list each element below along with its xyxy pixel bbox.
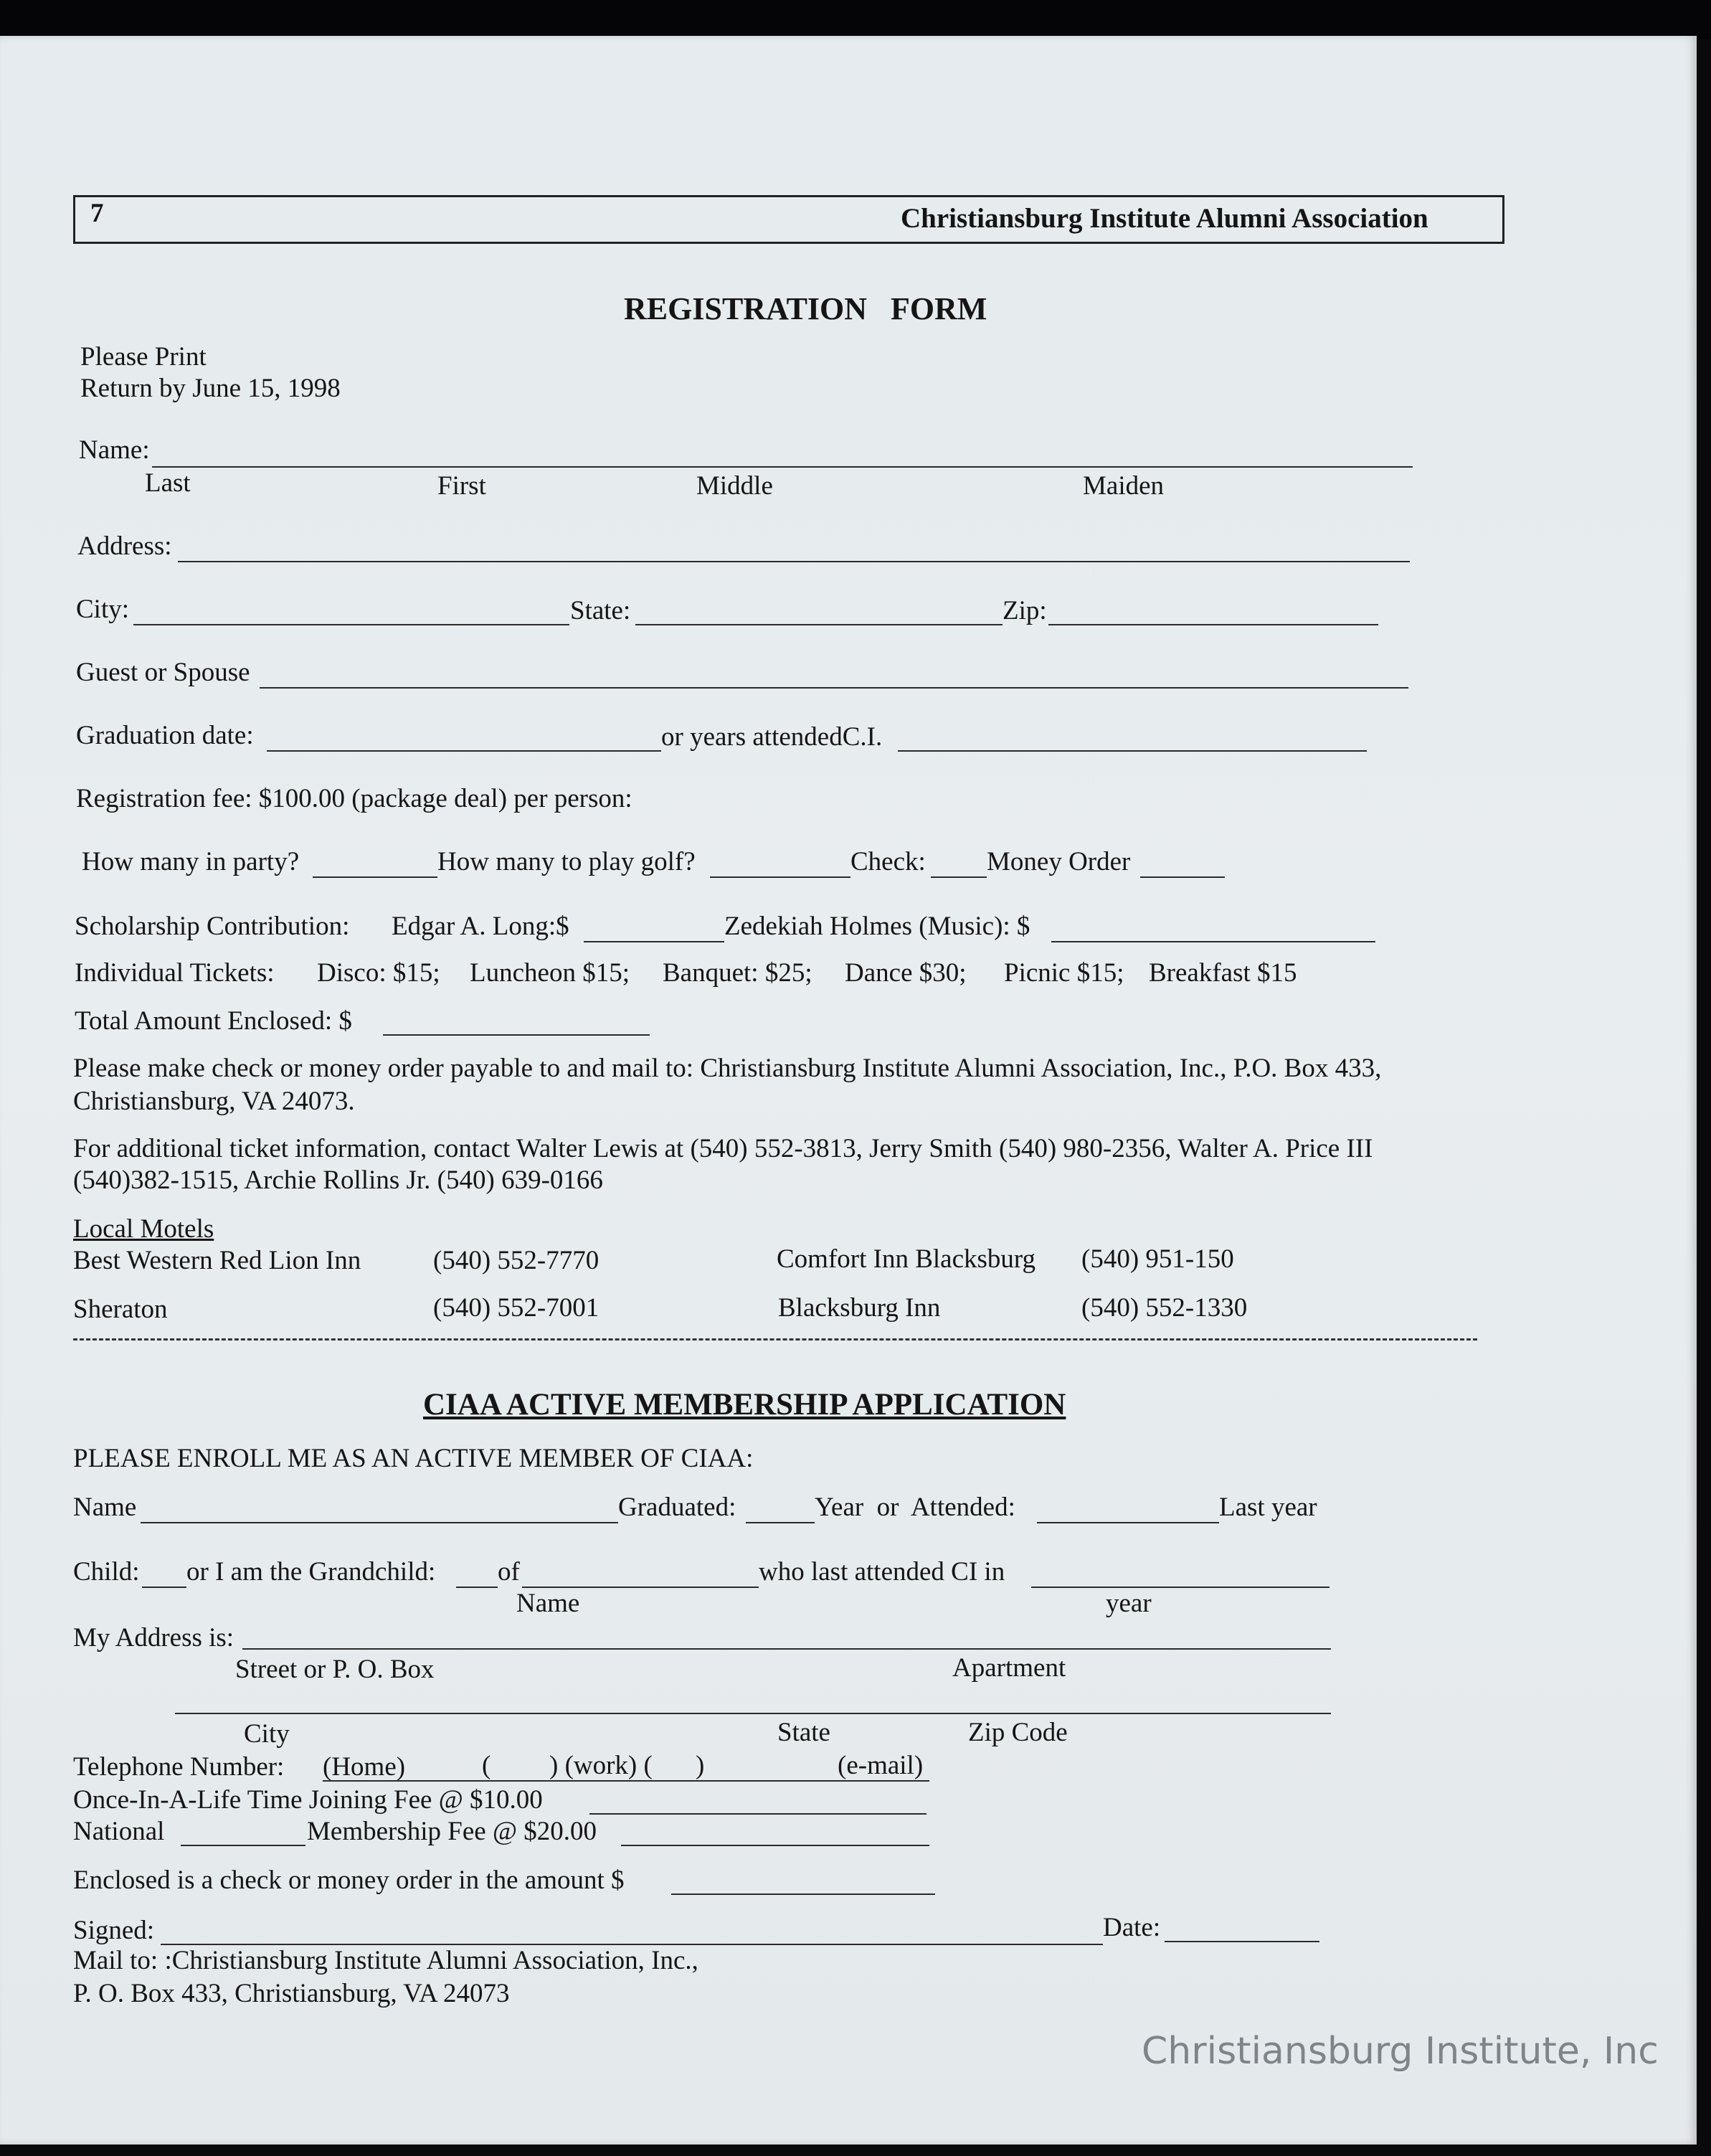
graduation-label: Graduation date: <box>76 721 254 750</box>
name-sublabel-last: Last <box>145 468 191 498</box>
member-name-field[interactable] <box>141 1522 618 1523</box>
return-by-note: Return by June 15, 1998 <box>80 374 341 403</box>
motel-phone-best-western: (540) 552-7770 <box>433 1246 599 1275</box>
who-last-attended-label: who last attended CI in <box>759 1557 1005 1587</box>
name-sublabel-first: First <box>437 471 486 501</box>
motel-phone-comfort-inn: (540) 951-150 <box>1081 1244 1234 1274</box>
motel-phone-sheraton: (540) 552-7001 <box>433 1293 599 1323</box>
sub-label-apartment: Apartment <box>952 1653 1066 1683</box>
year-or-attended-label: Year or Attended: <box>815 1493 1015 1522</box>
edgar-label: Edgar A. Long:$ <box>392 912 569 941</box>
registration-title: REGISTRATION FORM <box>624 291 987 326</box>
watermark: Christiansburg Institute, Inc <box>1142 2030 1659 2073</box>
sub-label-state: State <box>777 1718 830 1747</box>
address-label: Address: <box>77 531 172 561</box>
joining-fee-field[interactable] <box>589 1813 926 1815</box>
zedekiah-label: Zedekiah Holmes (Music): $ <box>724 912 1030 941</box>
enroll-text: PLEASE ENROLL ME AS AN ACTIVE MEMBER OF CIAA: <box>73 1444 754 1473</box>
party-field[interactable] <box>313 876 437 878</box>
zedekiah-field[interactable] <box>1051 941 1375 942</box>
telephone-label: Telephone Number: <box>73 1752 285 1782</box>
zip-label: Zip: <box>1003 596 1047 625</box>
name-label: Name: <box>79 435 150 465</box>
cut-line <box>73 1338 1477 1341</box>
fee-text: Registration fee: $100.00 (package deal) per person: <box>76 784 632 813</box>
contact-line-2: (540)382-1515, Archie Rollins Jr. (540) 639-0166 <box>73 1166 603 1195</box>
name-field[interactable] <box>152 466 1413 468</box>
motel-name-blacksburg-inn: Blacksburg Inn <box>778 1293 941 1323</box>
date-field[interactable] <box>1165 1941 1319 1942</box>
motel-name-sheraton: Sheraton <box>73 1295 168 1324</box>
zip-field[interactable] <box>1048 624 1378 625</box>
edgar-field[interactable] <box>584 941 724 942</box>
motels-heading: Local Motels <box>73 1214 214 1244</box>
enclosed-amount-field[interactable] <box>671 1893 935 1895</box>
graduation-field[interactable] <box>267 750 661 752</box>
member-name-label: Name <box>73 1493 137 1522</box>
ticket-disco: Disco: $15; <box>317 958 440 988</box>
scan-top-border <box>0 0 1711 39</box>
of-label: of <box>498 1557 520 1587</box>
please-print-note: Please Print <box>80 342 207 372</box>
sub-label-city: City <box>244 1719 290 1749</box>
payable-line-2: Christiansburg, VA 24073. <box>73 1087 355 1116</box>
party-label: How many in party? <box>82 847 300 876</box>
street-address-field[interactable] <box>242 1648 1331 1650</box>
membership-fee-field[interactable] <box>621 1845 929 1846</box>
child-label: Child: <box>73 1557 140 1587</box>
last-attended-year-field[interactable] <box>1031 1587 1330 1588</box>
my-address-label: My Address is: <box>73 1623 234 1653</box>
telephone-paren-close: ) <box>696 1751 705 1780</box>
telephone-home-label: (Home) <box>323 1752 406 1782</box>
ticket-dance: Dance $30; <box>845 958 967 988</box>
total-label: Total Amount Enclosed: $ <box>75 1006 352 1036</box>
guest-field[interactable] <box>260 687 1408 689</box>
signed-label: Signed: <box>73 1916 155 1945</box>
sub-label-street: Street or P. O. Box <box>235 1655 435 1684</box>
motel-phone-blacksburg-inn: (540) 552-1330 <box>1081 1293 1248 1323</box>
telephone-field[interactable] <box>323 1780 929 1782</box>
years-attended-field[interactable] <box>898 750 1367 752</box>
golf-label: How many to play golf? <box>437 847 696 876</box>
mail-to-line-2: P. O. Box 433, Christiansburg, VA 24073 <box>73 1979 510 2008</box>
check-label: Check: <box>850 847 926 876</box>
name-sublabel-middle: Middle <box>696 471 773 501</box>
name-sublabel-maiden: Maiden <box>1083 471 1165 501</box>
state-label: State: <box>570 596 631 625</box>
grandchild-field[interactable] <box>456 1587 498 1588</box>
membership-title: CIAA ACTIVE MEMBERSHIP APPLICATION <box>423 1388 1066 1422</box>
motel-name-comfort-inn: Comfort Inn Blacksburg <box>777 1244 1036 1274</box>
ticket-breakfast: Breakfast $15 <box>1149 958 1297 988</box>
payable-line-1: Please make check or money order payable to and mail to: Christiansburg Institute Alumni Association, Inc., P.O. Box 433, <box>73 1054 1382 1083</box>
address-field[interactable] <box>178 561 1410 562</box>
graduated-label: Graduated: <box>618 1493 736 1522</box>
membership-fee-label: Membership Fee @ $20.00 <box>307 1817 597 1846</box>
header-org-name: Christiansburg Institute Alumni Association <box>901 203 1428 234</box>
telephone-work-label: ) (work) ( <box>549 1751 653 1780</box>
sub-label-name: Name <box>516 1589 580 1618</box>
telephone-email-label: (e-mail) <box>838 1751 924 1780</box>
city-field[interactable] <box>133 624 569 625</box>
years-attended-label: or years attendedC.I. <box>661 722 883 752</box>
graduated-year-field[interactable] <box>746 1522 815 1523</box>
city-label: City: <box>76 595 130 624</box>
national-label: National <box>73 1817 165 1846</box>
mail-to-line-1: Mail to: :Christiansburg Institute Alumni Association, Inc., <box>73 1946 698 1975</box>
total-field[interactable] <box>383 1034 650 1036</box>
telephone-paren-open: ( <box>482 1751 491 1780</box>
sub-label-zip: Zip Code <box>968 1718 1068 1747</box>
ticket-banquet: Banquet: $25; <box>663 958 812 988</box>
last-year-label: Last year <box>1219 1493 1317 1522</box>
page-number: 7 <box>90 199 104 228</box>
money-order-label: Money Order <box>987 847 1131 876</box>
golf-field[interactable] <box>710 876 850 878</box>
state-field[interactable] <box>635 624 1003 625</box>
check-field[interactable] <box>931 876 987 878</box>
tickets-label: Individual Tickets: <box>75 958 275 988</box>
joining-fee-label: Once-In-A-Life Time Joining Fee @ $10.00 <box>73 1785 543 1815</box>
ticket-luncheon: Luncheon $15; <box>470 958 630 988</box>
scholarship-label: Scholarship Contribution: <box>75 912 350 941</box>
sub-label-year: year <box>1106 1589 1152 1618</box>
attended-field[interactable] <box>1037 1522 1219 1523</box>
contact-line-1: For additional ticket information, contact Walter Lewis at (540) 552-3813, Jerry Smith (540) 980-2356, Walter A. Price III <box>73 1134 1373 1163</box>
city-state-zip-field[interactable] <box>175 1713 1331 1714</box>
date-label: Date: <box>1103 1913 1161 1942</box>
national-field[interactable] <box>181 1845 305 1846</box>
grandchild-label: or I am the Grandchild: <box>186 1557 436 1587</box>
motel-name-best-western: Best Western Red Lion Inn <box>73 1246 361 1275</box>
ticket-picnic: Picnic $15; <box>1004 958 1124 988</box>
money-order-field[interactable] <box>1140 876 1225 878</box>
child-field[interactable] <box>142 1587 186 1588</box>
guest-label: Guest or Spouse <box>76 658 250 687</box>
enclosed-label: Enclosed is a check or money order in the amount $ <box>73 1866 625 1895</box>
